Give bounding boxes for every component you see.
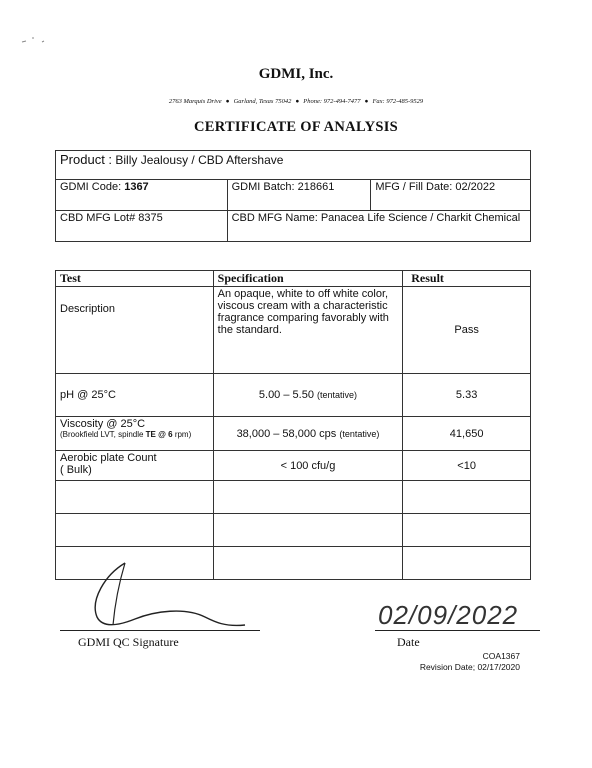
date-label: Date [397,635,420,649]
test-result: 5.33 [403,374,531,417]
qc-signature-mark [75,555,275,635]
test-result: 41,650 [403,417,531,451]
test-spec: 5.00 – 5.50 (tentative) [213,374,403,417]
product-info-table [55,150,531,242]
gdmi-code: GDMI Code: 1367 [56,180,228,211]
test-result: <10 [403,451,531,481]
test-name: Viscosity @ 25°C (Brookfield LVT, spindle TE @ 6 rpm) [56,417,214,451]
test-name: Description [56,287,214,374]
empty-row [56,481,531,514]
gdmi-batch: GDMI Batch: 218661 [227,180,371,211]
date-line [375,630,540,631]
test-name: pH @ 25°C [56,374,214,417]
test-spec: 38,000 – 58,000 cps (tentative) [213,417,403,451]
test-method-note: (Brookfield LVT, spindle TE @ 6 rpm) [60,430,192,439]
company-address: 2763 Marquis Drive ● Garland, Texas 75042 ● Phone: 972-494-7477 ● Fax: 972-485-9529 [168,98,424,105]
product-row [56,151,531,180]
test-result: Pass [403,287,531,374]
test-header-row [56,271,531,287]
test-spec: < 100 cfu/g [213,451,403,481]
signature-line [60,630,260,631]
table-row [56,417,531,451]
table-row [56,451,531,481]
test-name: Aerobic plate Count ( Bulk) [56,451,214,481]
scan-marks [20,30,60,50]
lot-row [56,211,531,242]
empty-row [56,514,531,547]
product-cell: Product : Billy Jealousy / CBD Aftershave [56,151,531,180]
header-result: Result [403,271,531,287]
table-row [56,287,531,374]
handwritten-date: 02/09/2022 [378,600,519,630]
code-row [56,180,531,211]
document-code: COA1367 [482,651,520,661]
product-name: Billy Jealousy / CBD Aftershave [115,153,284,167]
test-spec: An opaque, white to off white color, viscous cream with a characteristic fragrance comparing favorably with the standard. [213,287,403,374]
company-name: GDMI, Inc. [258,66,334,82]
signature-label: GDMI QC Signature [78,635,179,649]
document-title: CERTIFICATE OF ANALYSIS [193,119,399,135]
cbd-mfg-name: CBD MFG Name: Panacea Life Science / Charkit Chemical [227,211,530,242]
cbd-lot: CBD MFG Lot# 8375 [56,211,228,242]
table-row [56,374,531,417]
mfg-fill-date: MFG / Fill Date: 02/2022 [371,180,531,211]
header-test: Test [56,271,214,287]
header-specification: Specification [213,271,403,287]
test-results-table [55,270,531,580]
revision-date: Revision Date; 02/17/2020 [419,662,520,672]
